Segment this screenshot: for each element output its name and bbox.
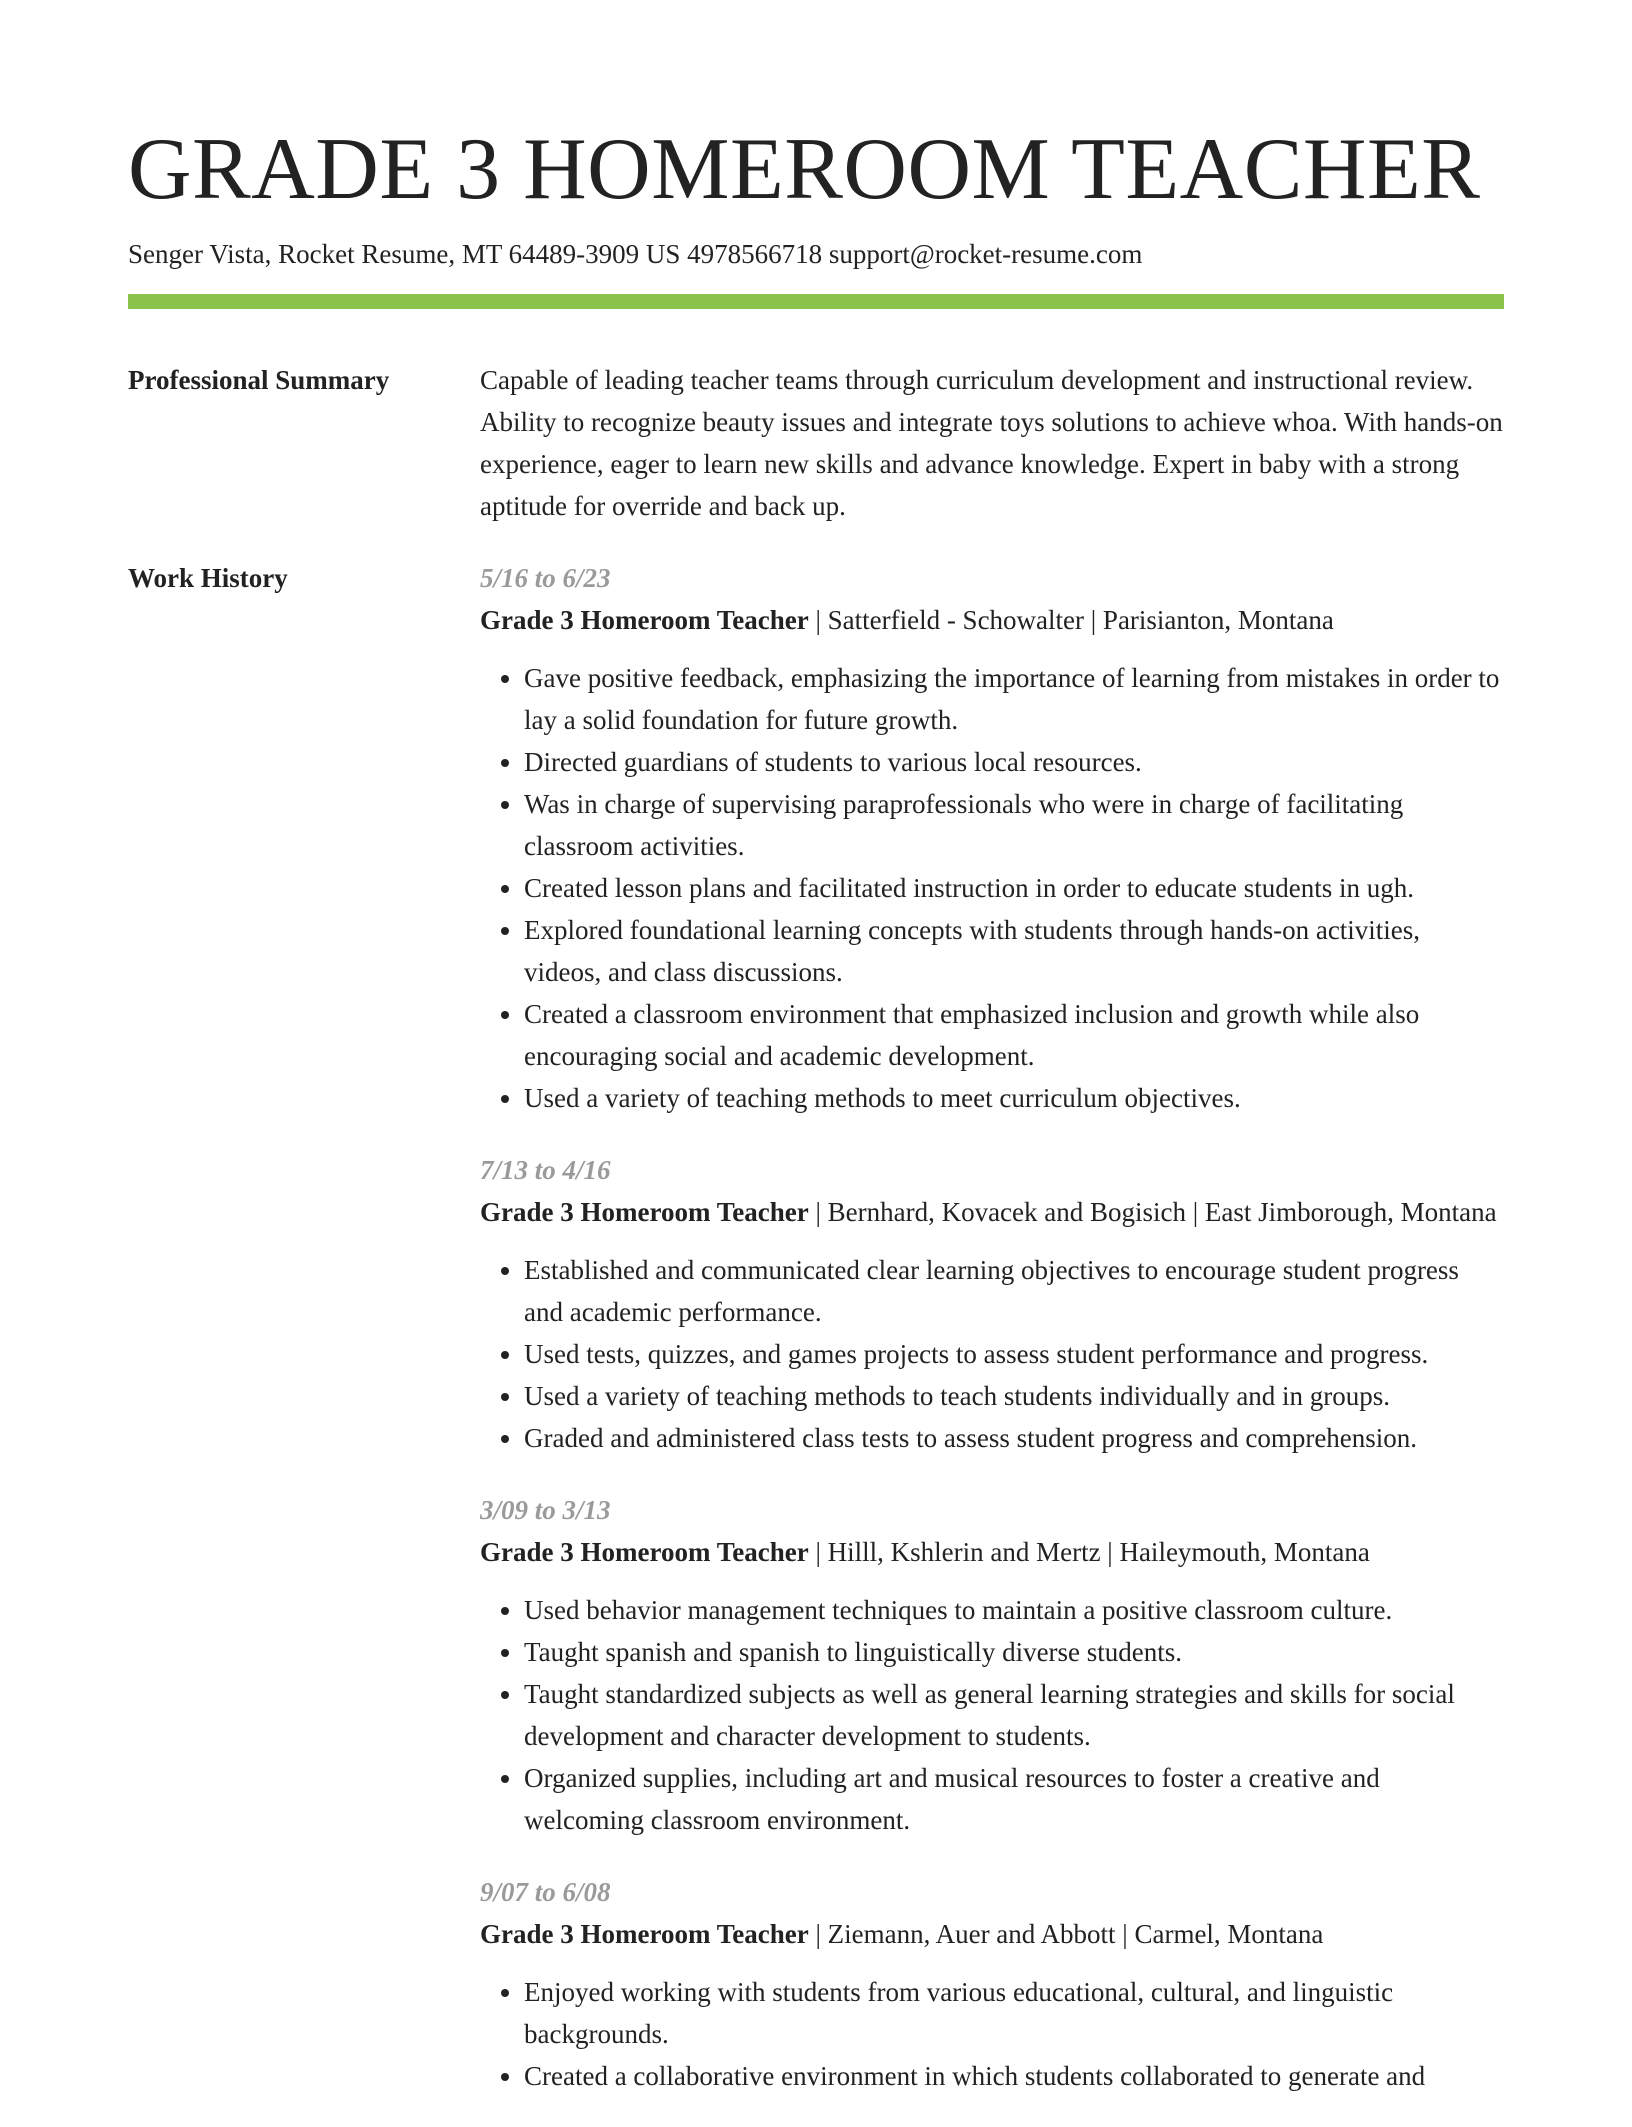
job-bullet: • Taught standardized subjects as well as general learning strategies and skills for social development and character development to students.	[524, 1673, 1504, 1757]
job-bullet: • Created lesson plans and facilitated instruction in order to educate students in ugh.	[524, 867, 1504, 909]
work-history-section	[128, 557, 1504, 2127]
job-entry	[480, 1489, 1504, 1841]
job-bullet: • Enjoyed working with students from various educational, cultural, and linguistic backgrounds.	[524, 1971, 1504, 2055]
job-bullet-list	[480, 1589, 1504, 1841]
job-entry	[480, 1149, 1504, 1459]
resume-page	[128, 0, 1504, 2127]
job-bullet: • Created a collaborative environment in which students collaborated to generate and	[524, 2055, 1504, 2097]
summary-body	[480, 359, 1504, 527]
professional-summary-section	[128, 359, 1504, 527]
job-entry	[480, 1871, 1504, 2097]
job-bullet: • Was in charge of supervising paraprofessionals who were in charge of facilitating classroom activities.	[524, 783, 1504, 867]
work-history-body	[480, 557, 1504, 2127]
job-dates: 5/16 to 6/23	[480, 563, 611, 593]
job-bullet-list	[480, 657, 1504, 1119]
page-title: GRADE 3 HOMEROOM TEACHER	[128, 121, 1481, 218]
section-label-work-history: Work History	[128, 563, 288, 593]
job-title: Grade 3 Homeroom Teacher	[480, 1919, 809, 1949]
job-heading	[480, 1531, 1504, 1573]
job-title: Grade 3 Homeroom Teacher	[480, 1197, 809, 1227]
job-title: Grade 3 Homeroom Teacher	[480, 605, 809, 635]
job-entry	[480, 557, 1504, 1119]
job-dates: 3/09 to 3/13	[480, 1495, 611, 1525]
job-bullet: • Organized supplies, including art and musical resources to foster a creative and welcoming classroom environment.	[524, 1757, 1504, 1841]
job-bullet: • Used a variety of teaching methods to meet curriculum objectives.	[524, 1077, 1504, 1119]
job-bullet: • Graded and administered class tests to assess student progress and comprehension.	[524, 1417, 1504, 1459]
job-bullet: • Used behavior management techniques to maintain a positive classroom culture.	[524, 1589, 1504, 1631]
job-heading	[480, 1913, 1504, 1955]
job-title: Grade 3 Homeroom Teacher	[480, 1537, 809, 1567]
job-employer-location: | Bernhard, Kovacek and Bogisich | East Jimborough, Montana	[808, 1197, 1497, 1227]
contact-line: Senger Vista, Rocket Resume, MT 64489-3909 US 4978566718 support@rocket-resume.com	[128, 239, 1143, 269]
summary-text: Capable of leading teacher teams through curriculum development and instructional review. Ability to recognize beauty issues and integrate toys solutions to achieve whoa. With hands-on experience, eager to learn new skills and advance knowledge. Expert in baby with a strong aptitude for override and back up.	[480, 365, 1503, 521]
job-bullet: • Established and communicated clear learning objectives to encourage student progress and academic performance.	[524, 1249, 1504, 1333]
job-employer-location: | Hilll, Kshlerin and Mertz | Haileymouth, Montana	[808, 1537, 1370, 1567]
job-heading	[480, 599, 1504, 641]
job-heading	[480, 1191, 1504, 1233]
job-bullet-list	[480, 1971, 1504, 2097]
job-bullet: • Created a classroom environment that emphasized inclusion and growth while also encouraging social and academic development.	[524, 993, 1504, 1077]
job-bullet: • Used a variety of teaching methods to teach students individually and in groups.	[524, 1375, 1504, 1417]
accent-divider	[128, 294, 1504, 309]
job-bullet: • Taught spanish and spanish to linguistically diverse students.	[524, 1631, 1504, 1673]
job-bullet: • Used tests, quizzes, and games projects to assess student performance and progress.	[524, 1333, 1504, 1375]
job-bullet-list	[480, 1249, 1504, 1459]
job-employer-location: | Satterfield - Schowalter | Parisianton, Montana	[808, 605, 1334, 635]
job-bullet: • Explored foundational learning concepts with students through hands-on activities, videos, and class discussions.	[524, 909, 1504, 993]
job-bullet: • Gave positive feedback, emphasizing the importance of learning from mistakes in order to lay a solid foundation for future growth.	[524, 657, 1504, 741]
section-label-summary: Professional Summary	[128, 365, 390, 395]
job-dates: 7/13 to 4/16	[480, 1155, 611, 1185]
job-employer-location: | Ziemann, Auer and Abbott | Carmel, Montana	[808, 1919, 1324, 1949]
job-dates: 9/07 to 6/08	[480, 1877, 611, 1907]
job-bullet: • Directed guardians of students to various local resources.	[524, 741, 1504, 783]
